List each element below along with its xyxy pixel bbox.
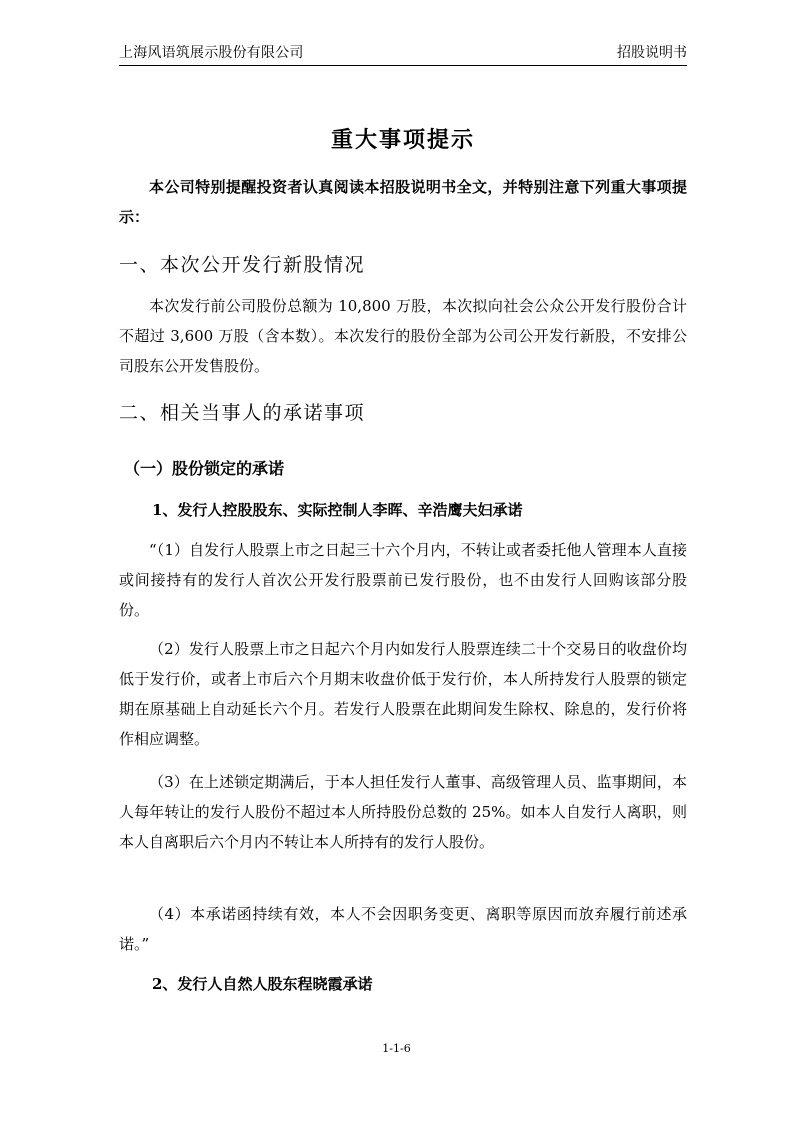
subsection-1-heading: （一）股份锁定的承诺	[124, 459, 285, 478]
item-2-heading: 2、发行人自然人股东程晓霞承诺	[152, 975, 373, 993]
header-document-type: 招股说明书	[617, 45, 687, 61]
section-1-body: 本次发行前公司股份总额为 10,800 万股，本次拟向社会公众公开发行股份合计不超过 3,600 万股（含本数）。本次发行的股份全部为公司公开发行新股，不安排公司股东公开发售股份。	[119, 297, 687, 375]
intro-paragraph: 本公司特别提醒投资者认真阅读本招股说明书全文，并特别注意下列重大事项提示：	[119, 178, 687, 226]
page-title: 重大事项提示	[330, 127, 475, 153]
page-number: 1-1-6	[382, 1042, 411, 1055]
header-company-name: 上海风语筑展示股份有限公司	[119, 45, 304, 61]
page-header	[119, 41, 687, 66]
section-1-heading: 一、本次公开发行新股情况	[119, 254, 366, 276]
section-2-heading: 二、相关当事人的承诺事项	[119, 402, 366, 424]
item-1-paragraph-2: （2）发行人股票上市之日起六个月内如发行人股票连续二十个交易日的收盘价均低于发行价，或者上市后六个月期末收盘价低于发行价，本人所持发行人股票的锁定期在原基础上自动延长六个月。若发行人股票在此期间发生除权、除息的，发行价将作相应调整。	[119, 640, 687, 748]
item-1-paragraph-3: （3）在上述锁定期满后，于本人担任发行人董事、高级管理人员、监事期间，本人每年转让的发行人股份不超过本人所持股份总数的 25%。如本人自发行人离职，则本人自离职后六个月内不转让本人所持有的发行人股份。	[119, 773, 687, 851]
item-1-heading: 1、发行人控股股东、实际控制人李晖、辛浩鹰夫妇承诺	[152, 501, 523, 519]
item-1-paragraph-1: “（1）自发行人股票上市之日起三十六个月内，不转让或者委托他人管理本人直接或间接持有的发行人首次公开发行股票前已发行股份，也不由发行人回购该部分股份。	[119, 541, 687, 619]
item-1-paragraph-4: （4）本承诺函持续有效，本人不会因职务变更、离职等原因而放弃履行前述承诺。”	[119, 905, 687, 953]
